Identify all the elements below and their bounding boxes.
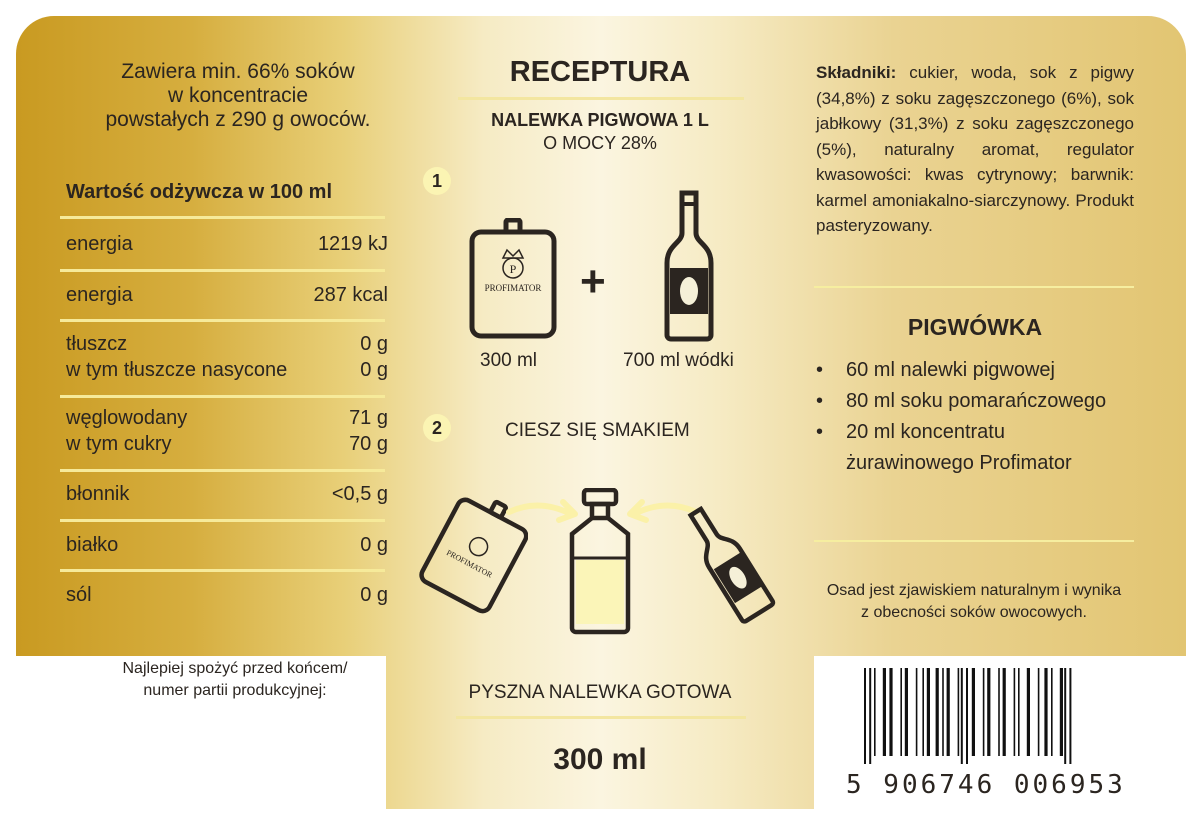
sediment-line-1: Osad jest zjawiskiem naturalnym i wynika [826, 582, 1122, 599]
best-before-note [70, 658, 400, 702]
nutrition-divider [60, 216, 385, 219]
recipe-strength: O MOCY 28% [543, 133, 657, 153]
barcode-bar [1003, 668, 1006, 756]
final-volume: 300 ml [553, 743, 647, 776]
barcode-bar [1060, 668, 1063, 756]
barcode-bar [1044, 668, 1047, 756]
nutrient-label: energia [66, 284, 133, 306]
nutrition-row [66, 481, 388, 507]
pigwowka-list [816, 355, 1136, 479]
barcode-bar [883, 668, 886, 756]
nutrition-row [66, 331, 388, 383]
sediment-line-2: z obecności soków owocowych. [861, 604, 1087, 621]
best-before-line-1: Najlepiej spożyć przed końcem/ [122, 660, 348, 677]
ready-label: PYSZNA NALEWKA GOTOWA [468, 682, 732, 703]
nutrient-value: <0,5 g [331, 483, 388, 505]
barcode-bar [1038, 668, 1040, 756]
ingredients-list: cukier, woda, sok z pigwy (34,8%) z soku zagęszczonego (6%), sok jabłkowy (31,3%) z soku zagęszczonego (5%), naturalny aromat, regulator kwasowości: kwas cytrynowy; barwnik: karmel amoniakalno-siarczynowy. Produkt pasteryzowany. [816, 63, 1134, 235]
recipe-title-underline [458, 97, 744, 100]
intro-line-3: powstałych z 290 g owoców. [105, 108, 371, 131]
barcode-bar [869, 668, 871, 764]
nutrient-value: 287 kcal [313, 284, 388, 306]
barcode-digits: 5 906746 006953 [846, 770, 1126, 800]
nutrition-divider [60, 319, 385, 322]
barcode-bar [947, 668, 950, 756]
nutrition-divider [60, 569, 385, 572]
nutrition-divider [60, 269, 385, 272]
nutrition-row [66, 582, 388, 608]
barcode-bar [864, 668, 866, 764]
nutrient-value: 70 g [349, 433, 388, 455]
ready-underline [456, 716, 746, 719]
nutrient-value: 0 g [360, 359, 388, 381]
step-number-2: 2 [423, 414, 451, 442]
barcode-bar [916, 668, 918, 756]
vodka-volume-label: 700 ml wódki [623, 350, 734, 371]
nutrient-label: w tym tłuszcze nasycone [66, 359, 288, 381]
barcode-bar [889, 668, 892, 756]
list-item: • 60 ml nalewki pigwowej [816, 355, 1136, 386]
nutrition-row [66, 532, 388, 558]
barcode-bar [987, 668, 990, 756]
nutrient-value: 71 g [349, 407, 388, 429]
pigwowka-title: PIGWÓWKA [907, 314, 1043, 340]
nutrient-label: białko [66, 534, 119, 556]
ingredients-label: Składniki: [816, 63, 897, 82]
barcode-bar [905, 668, 908, 756]
enjoy-label: CIESZ SIĘ SMAKIEM [505, 420, 690, 441]
nutrient-label: w tym cukry [66, 433, 172, 455]
list-item: • 80 ml soku pomarańczowego [816, 386, 1136, 417]
flask-brand-text: PROFIMATOR [484, 283, 542, 293]
nutrient-value: 1219 kJ [317, 233, 388, 255]
barcode-bar [966, 668, 968, 764]
nutrition-divider [60, 519, 385, 522]
barcode-bar [1027, 668, 1030, 756]
pouring-vodka-bottle-icon [680, 500, 780, 630]
recipe-title: RECEPTURA [509, 56, 691, 88]
barcode-bar [922, 668, 924, 756]
barcode [846, 668, 1130, 768]
barcode-bar [936, 668, 939, 756]
barcode-bar [1064, 668, 1066, 764]
nutrient-value: 0 g [360, 584, 388, 606]
barcode-bar [1069, 668, 1071, 764]
best-before-line-2: numer partii produkcyjnej: [143, 682, 327, 699]
barcode-bar [1051, 668, 1053, 756]
step-number-1: 1 [423, 167, 451, 195]
barcode-bar [900, 668, 902, 756]
nutrition-divider [60, 395, 385, 398]
nutrient-label: energia [66, 233, 133, 255]
barcode-bar [874, 668, 876, 756]
right-divider [814, 540, 1134, 542]
nutrient-value: 0 g [360, 333, 388, 355]
vodka-bottle-icon [664, 190, 714, 342]
barcode-bar [927, 668, 930, 756]
barcode-bar [961, 668, 963, 764]
intro-line-2: w koncentracie [167, 84, 309, 107]
nutrition-row [66, 231, 388, 257]
recipe-subtitle: NALEWKA PIGWOWA 1 L [491, 110, 709, 130]
barcode-bar [1014, 668, 1016, 756]
nutrient-label: węglowodany [66, 407, 188, 429]
nutrient-value: 0 g [360, 534, 388, 556]
sediment-note [800, 580, 1148, 624]
flask-icon [468, 218, 558, 340]
barcode-bar [983, 668, 985, 756]
barcode-bar [998, 668, 1000, 756]
nutrition-row [66, 282, 388, 308]
nutrition-title: Wartość odżywcza w 100 ml [66, 181, 333, 203]
list-item: • 20 ml koncentratu żurawinowego Profimator [816, 417, 1136, 479]
nutrition-divider [60, 469, 385, 472]
juice-content-note [60, 60, 416, 132]
nutrition-row [66, 405, 388, 457]
plus-sign: + [580, 257, 606, 306]
intro-line-1: Zawiera min. 66% soków [121, 60, 355, 83]
barcode-bar [942, 668, 944, 756]
svg-text:P: P [509, 262, 517, 276]
barcode-bar [972, 668, 975, 756]
nutrient-label: sól [66, 584, 92, 606]
decanter-icon [566, 488, 634, 638]
barcode-bar [958, 668, 960, 756]
nutrient-label: błonnik [66, 483, 130, 505]
ingredients-text [816, 60, 1134, 239]
flask-brand-text: PROFIMATOR [444, 548, 494, 580]
flask-volume-label: 300 ml [480, 350, 538, 371]
nutrient-label: tłuszcz [66, 333, 128, 355]
right-divider [814, 286, 1134, 288]
barcode-bar [1018, 668, 1020, 756]
